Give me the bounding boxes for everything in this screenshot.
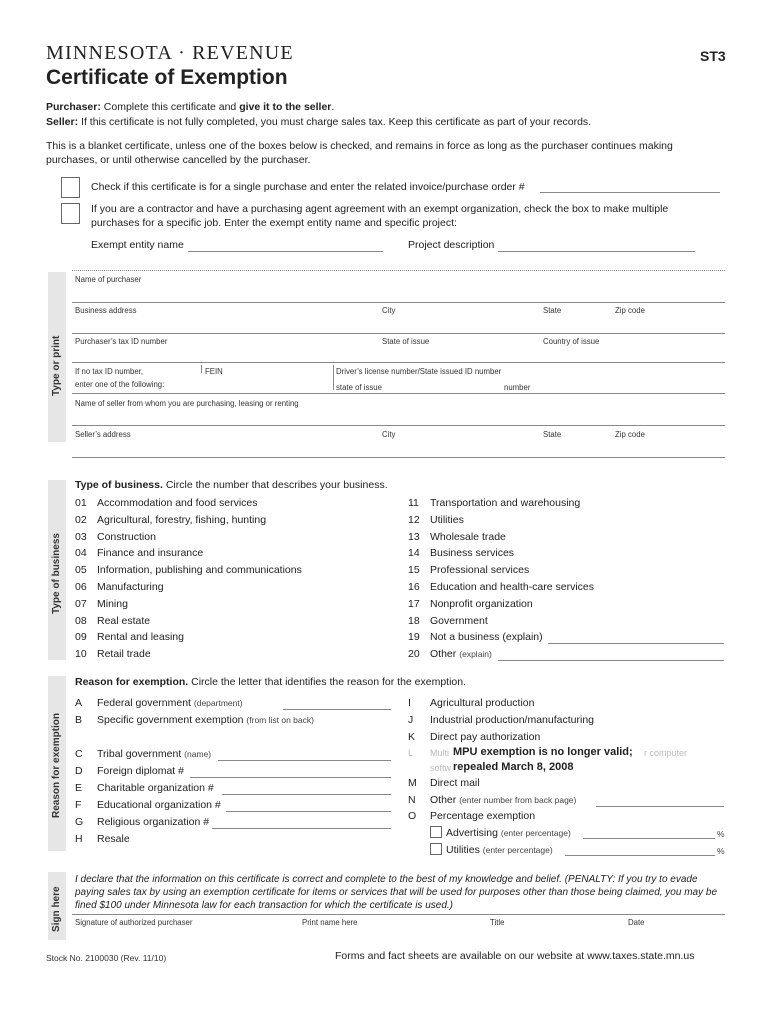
exemption-label: Resale <box>97 833 130 845</box>
business-type-number: 08 <box>75 614 87 627</box>
seller-address-label: Seller’s address <box>75 430 131 439</box>
sign-title-label: Title <box>490 918 505 927</box>
dl-num-label: number <box>504 383 531 392</box>
business-type-label: Education and health-care services <box>430 581 595 593</box>
exemption-letter: G <box>75 816 84 828</box>
page-title: Certificate of Exemption <box>46 66 288 89</box>
business-type-label: Accommodation and food services <box>97 497 258 509</box>
exemption-k[interactable] <box>408 731 540 743</box>
exemption-letter: B <box>75 714 83 726</box>
purchaser-name-field[interactable] <box>72 302 725 303</box>
exemption-o[interactable] <box>408 810 535 822</box>
blanket-line-1: This is a blanket certificate, unless one of the boxes below is checked, and remains in force as long as the purchaser continues making <box>46 140 673 152</box>
business-type-number: 06 <box>75 581 87 593</box>
exempt-entity-field[interactable] <box>188 251 383 252</box>
business-type-item[interactable] <box>408 615 488 627</box>
dl-state-label: state of issue <box>336 383 382 392</box>
advertising-label-row <box>446 827 571 839</box>
business-type-number: 01 <box>75 497 87 509</box>
website-note: Forms and fact sheets are available on our website at www.taxes.state.mn.us <box>335 950 695 962</box>
business-type-label: Retail trade <box>97 648 151 661</box>
invoice-number-field[interactable] <box>540 192 720 193</box>
exemption-letter: K <box>408 731 416 743</box>
exemption-label: Tribal government <box>97 748 182 760</box>
brand-logo: MINNESOTA · REVENUE <box>46 42 294 64</box>
charitable-field[interactable] <box>222 794 391 795</box>
business-type-number: 19 <box>408 631 420 644</box>
exemption-letter: C <box>75 748 83 760</box>
business-type-item[interactable] <box>75 631 184 643</box>
business-type-item[interactable] <box>75 598 128 610</box>
purchaser-instruction: Purchaser: Complete this certificate and give it to the seller. <box>46 101 335 113</box>
exemption-g[interactable] <box>75 816 209 828</box>
business-address-field[interactable] <box>72 333 725 334</box>
exemption-label: Direct pay authorization <box>430 731 541 743</box>
zip-label: Zip code <box>615 306 645 315</box>
seller-text: If this certificate is not fully completed, you must charge sales tax. Keep this certificate as part of your records. <box>81 116 592 128</box>
exemption-label: Direct mail <box>430 777 480 789</box>
business-type-number: 18 <box>408 614 420 627</box>
exemption-heading-text: Circle the letter that identifies the reason for the exemption. <box>191 676 467 688</box>
type-or-print-label: Type or print <box>51 335 62 396</box>
section-divider <box>72 270 725 271</box>
seller-name-field[interactable] <box>72 425 725 426</box>
stock-number: Stock No. 2100030 (Rev. 11/10) <box>46 953 167 963</box>
advertising-label: Advertising <box>446 827 498 839</box>
business-type-number: 02 <box>75 513 87 526</box>
business-type-item[interactable] <box>408 547 514 559</box>
exemption-heading-bold: Reason for exemption. <box>75 676 189 688</box>
utilities-label-row <box>446 844 553 856</box>
fein-label: FEIN <box>205 367 223 376</box>
business-type-item[interactable] <box>75 497 258 509</box>
business-type-label: Construction <box>97 530 156 543</box>
country-of-issue-label: Country of issue <box>543 337 600 346</box>
exemption-letter: F <box>75 799 82 811</box>
exemption-d[interactable] <box>75 765 184 777</box>
business-type-label: Professional services <box>430 564 530 577</box>
business-type-number: 14 <box>408 547 420 560</box>
business-type-item[interactable] <box>75 581 164 593</box>
business-type-note: (explain) <box>459 649 492 660</box>
state-label: State <box>543 306 562 315</box>
exemption-b[interactable] <box>75 714 314 726</box>
exemption-label: Industrial production/manufacturing <box>430 714 595 726</box>
business-type-label: Wholesale trade <box>430 530 506 543</box>
business-heading-text: Circle the number that describes your business. <box>165 479 388 491</box>
exemption-label: Charitable organization # <box>97 782 214 794</box>
purchaser-bold: give it to the seller <box>239 101 332 113</box>
exemption-letter: H <box>75 833 83 845</box>
utilities-label: Utilities <box>446 844 480 856</box>
exemption-label: Foreign diplomat # <box>97 765 184 777</box>
blanket-line-2: purchases, or until otherwise cancelled by the purchaser. <box>46 154 311 166</box>
seller-address-field[interactable] <box>72 457 725 458</box>
exemption-note: (name) <box>184 749 212 759</box>
mpu-notice-line-1: MPU exemption is no longer valid; <box>453 746 633 758</box>
business-type-item[interactable] <box>408 581 594 593</box>
business-type-item[interactable] <box>408 631 543 643</box>
advertising-checkbox[interactable] <box>430 826 442 838</box>
business-type-number: 10 <box>75 648 87 661</box>
exemption-h[interactable] <box>75 833 130 845</box>
contractor-line-1: If you are a contractor and have a purchasing agent agreement with an exempt organization, check the box to make multiple <box>91 203 669 215</box>
contractor-checkbox[interactable] <box>61 203 80 224</box>
advertising-percent-sign: % <box>717 829 725 839</box>
exemption-letter: A <box>75 697 83 709</box>
form-id: ST3 <box>700 48 726 64</box>
seller-instruction <box>46 116 591 128</box>
no-tax-id-line-1: If no tax ID number, <box>75 367 144 376</box>
id-field[interactable] <box>72 393 725 394</box>
exemption-n[interactable] <box>408 794 576 806</box>
fein-divider <box>201 365 202 373</box>
exemption-label: Religious organization # <box>97 816 210 828</box>
tax-id-field[interactable] <box>72 362 725 363</box>
business-address-label: Business address <box>75 306 137 315</box>
exempt-entity-label: Exempt entity name <box>91 239 184 251</box>
seller-state-label: State <box>543 430 562 439</box>
exemption-letter: D <box>75 765 83 777</box>
business-type-label: Rental and leasing <box>97 631 184 644</box>
signature-label: Signature of authorized purchaser <box>75 918 193 927</box>
purchaser-label: Purchaser: <box>46 101 101 113</box>
exemption-m[interactable] <box>408 777 480 789</box>
business-type-item[interactable] <box>408 514 464 526</box>
exemption-j[interactable] <box>408 714 594 726</box>
exemption-c[interactable] <box>75 748 211 760</box>
business-type-label: Mining <box>97 597 128 610</box>
city-label: City <box>382 306 396 315</box>
other-number-field[interactable] <box>596 806 724 807</box>
business-type-number: 13 <box>408 530 420 543</box>
exemption-e[interactable] <box>75 782 214 794</box>
exemption-letter: J <box>408 714 414 726</box>
business-type-number: 15 <box>408 564 420 577</box>
exemption-label: Specific government exemption <box>97 714 244 726</box>
business-type-label: Business services <box>430 547 515 560</box>
state-of-issue-label: State of issue <box>382 337 430 346</box>
business-type-number: 12 <box>408 513 420 526</box>
business-heading-bold: Type of business. <box>75 479 163 491</box>
exemption-letter: O <box>408 810 417 822</box>
business-type-label: Finance and insurance <box>97 547 204 560</box>
business-type-number: 04 <box>75 547 87 560</box>
exemption-letter: M <box>408 777 417 789</box>
exemption-letter: N <box>408 794 416 806</box>
sign-here-label: Sign here <box>51 886 62 932</box>
religious-field[interactable] <box>212 828 391 829</box>
business-type-number: 07 <box>75 597 87 610</box>
federal-dept-field[interactable] <box>283 709 391 710</box>
exemption-label: Agricultural production <box>430 697 535 709</box>
business-type-label: Government <box>430 614 488 627</box>
business-type-label: Information, publishing and communications <box>97 564 302 577</box>
dl-divider <box>333 365 334 390</box>
business-type-label: Real estate <box>97 614 151 627</box>
business-type-item[interactable] <box>408 648 492 660</box>
exemption-l-faded-1: Multi <box>430 748 450 758</box>
seller-name-label: Name of seller from whom you are purchasing, leasing or renting <box>75 399 299 408</box>
business-type-label: Not a business (explain) <box>430 631 543 644</box>
single-purchase-label: Check if this certificate is for a single purchase and enter the related invoice/purchase order # <box>91 181 525 193</box>
business-type-number: 03 <box>75 530 87 543</box>
signature-field[interactable] <box>72 914 725 915</box>
explain-field[interactable] <box>548 643 724 644</box>
no-tax-id-line-2: enter one of the following: <box>75 380 165 389</box>
business-type-number: 17 <box>408 597 420 610</box>
exemption-l-faded-3: softw <box>430 763 452 773</box>
exemption-letter: I <box>408 697 411 709</box>
business-type-item[interactable] <box>408 497 580 509</box>
utilities-percent-field[interactable] <box>565 855 715 856</box>
seller-label: Seller: <box>46 116 79 128</box>
business-type-number: 09 <box>75 631 87 644</box>
business-type-label: Manufacturing <box>97 581 164 593</box>
print-name-label: Print name here <box>302 918 358 927</box>
tax-id-label: Purchaser’s tax ID number <box>75 337 168 346</box>
exemption-l-faded-2: r computer <box>644 748 688 758</box>
business-type-item[interactable] <box>408 598 533 610</box>
business-type-item[interactable] <box>408 531 506 543</box>
contractor-line-2: purchases for a specific job. Enter the exempt entity name and specific project: <box>91 217 457 229</box>
exemption-note: (department) <box>193 698 243 708</box>
declaration-text: I declare that the information on this certificate is correct and complete to the best of my knowledge and belief. (PENALTY: If you try to evade paying sales tax by using an exemption certificate for items or services that will be used for purposes other than those being claimed, you may be fined $100 under Minnesota law for each transaction for which the certificate is used.) <box>75 874 718 911</box>
business-type-number: 16 <box>408 581 420 593</box>
exemption-label: Percentage exemption <box>430 810 536 822</box>
exemption-label: Other <box>430 794 457 806</box>
exemption-f[interactable] <box>75 799 221 811</box>
business-heading <box>75 479 388 491</box>
reason-for-exemption-label: Reason for exemption <box>51 712 62 818</box>
exemption-note: (from list on back) <box>246 715 314 725</box>
dl-number-label: Driver’s license number/State issued ID number <box>336 367 502 376</box>
business-type-item[interactable] <box>75 531 156 543</box>
business-type-label: Transportation and warehousing <box>430 497 581 509</box>
tribal-name-field[interactable] <box>218 760 391 761</box>
utilities-note: (enter percentage) <box>482 845 553 855</box>
business-type-label: Nonprofit organization <box>430 597 533 610</box>
exemption-l-letter: L <box>408 748 414 758</box>
business-type-item[interactable] <box>75 547 203 559</box>
educational-field[interactable] <box>226 811 391 812</box>
date-label: Date <box>628 918 645 927</box>
other-explain-field[interactable] <box>498 660 724 661</box>
business-type-item[interactable] <box>75 564 302 576</box>
business-type-item[interactable] <box>75 514 266 526</box>
project-desc-label: Project description <box>408 239 495 251</box>
single-purchase-checkbox[interactable] <box>61 177 80 198</box>
purchaser-text: Complete this certificate and <box>103 101 237 113</box>
utilities-checkbox[interactable] <box>430 843 442 855</box>
project-desc-field[interactable] <box>498 251 695 252</box>
seller-zip-label: Zip code <box>615 430 645 439</box>
exemption-label: Federal government <box>97 697 191 709</box>
exemption-i[interactable] <box>408 697 534 709</box>
exemption-label: Educational organization # <box>97 799 221 811</box>
business-type-item[interactable] <box>408 564 529 576</box>
exemption-letter: E <box>75 782 83 794</box>
advertising-percent-field[interactable] <box>583 838 715 839</box>
business-type-label: Agricultural, forestry, fishing, hunting <box>97 513 267 526</box>
utilities-percent-sign: % <box>717 846 725 856</box>
purchaser-name-label: Name of purchaser <box>75 275 142 284</box>
business-type-item[interactable] <box>75 648 151 660</box>
mpu-notice-line-2: repealed March 8, 2008 <box>453 761 574 773</box>
business-type-item[interactable] <box>75 615 150 627</box>
exemption-a[interactable] <box>75 697 243 709</box>
business-type-label: Utilities <box>430 513 464 526</box>
diplomat-field[interactable] <box>190 777 391 778</box>
business-type-number: 05 <box>75 564 87 577</box>
exemption-heading <box>75 676 466 688</box>
seller-city-label: City <box>382 430 396 439</box>
business-type-number: 11 <box>408 497 419 509</box>
type-of-business-label: Type of business <box>51 533 62 614</box>
exemption-note: (enter number from back page) <box>459 795 577 805</box>
business-type-number: 20 <box>408 648 420 661</box>
advertising-note: (enter percentage) <box>500 828 571 838</box>
business-type-label: Other <box>430 648 457 661</box>
